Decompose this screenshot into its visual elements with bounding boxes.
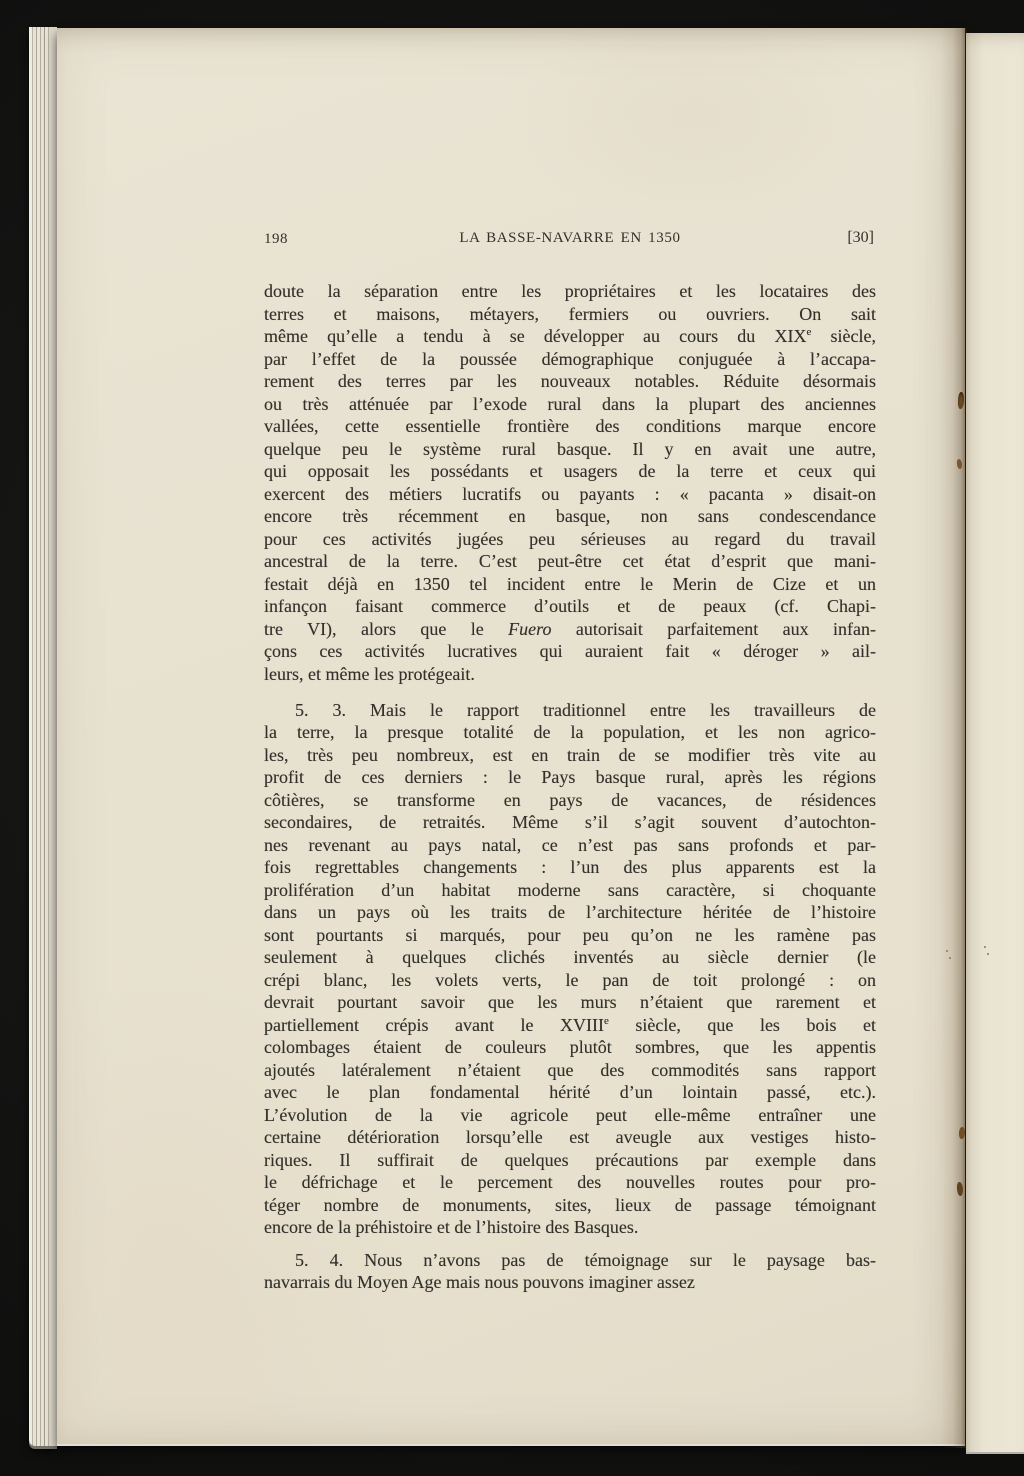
text-line: crépi blanc, les volets verts, le pan de toit prolongé : on xyxy=(264,969,876,990)
text-line: la terre, la presque totalité de la population, et les non agrico- xyxy=(264,722,876,742)
section-marker: [30] xyxy=(847,229,874,246)
text-line: encore de la préhistoire et de l’histoire des Basques. xyxy=(264,1217,639,1237)
text-line: infançon faisant commerce d’outils et de peaux (cf. Chapi- xyxy=(264,596,876,616)
text-line: 5. 4. Nous n’avons pas de témoignage sur le paysage bas- xyxy=(295,1249,876,1270)
text-line: même qu’elle a tendu à se développer au cours du XIXe siècle, xyxy=(264,326,876,346)
text-line: ou très atténuée par l’exode rural dans la plupart des anciennes xyxy=(264,393,876,414)
text-line: rement des terres par les nouveaux notables. Réduite désormais xyxy=(264,371,876,391)
text-line: avec le plan fondamental hérité d’un lointain passé, etc.). xyxy=(264,1082,876,1102)
text-line: leurs, et même les protégeait. xyxy=(264,663,475,684)
paragraph xyxy=(264,1249,876,1294)
running-header xyxy=(264,228,876,250)
text-line: côtières, se transforme en pays de vacances, de résidences xyxy=(264,789,876,810)
paper-spot xyxy=(984,946,986,948)
paper-spot xyxy=(987,953,989,955)
text-line: ancestral de la terre. C’est peut-être cet état d’esprit que mani- xyxy=(264,551,876,571)
text-line: devrait pourtant savoir que les murs n’étaient que rarement et xyxy=(264,992,876,1012)
page-number: 198 xyxy=(264,231,288,247)
text-line: L’évolution de la vie agricole peut elle-même entraîner une xyxy=(264,1104,876,1125)
text-line: colombages étaient de couleurs plutôt sombres, que les appentis xyxy=(264,1037,876,1057)
text-line: qui opposait les possédants et usagers de la terre et ceux qui xyxy=(264,461,876,481)
text-line: nes revenant au pays natal, ce n’est pas sans profonds et par- xyxy=(264,834,876,855)
text-line: sont pourtants si marqués, pour peu qu’on ne les ramène pas xyxy=(264,924,876,945)
book-gutter-fold xyxy=(941,28,967,1448)
text-line: çons ces activités lucratives qui auraient fait « déroger » ail- xyxy=(264,641,876,661)
page-stack-edges xyxy=(29,27,57,1446)
text-line: festait déjà en 1350 tel incident entre le Merin de Cize et un xyxy=(264,573,876,594)
text-line: certaine détérioration lorsqu’elle est aveugle aux vestiges histo- xyxy=(264,1127,876,1147)
text-line: le défrichage et le percement des nouvelles routes pour pro- xyxy=(264,1172,876,1192)
text-line: fois regrettables changements : l’un des plus apparents est la xyxy=(264,857,876,877)
text-line: 5. 3. Mais le rapport traditionnel entre les travailleurs de xyxy=(295,699,876,720)
text-line: profit de ces derniers : le Pays basque rural, après les régions xyxy=(264,767,876,787)
text-line: doute la séparation entre les propriétaires et les locataires des xyxy=(264,281,876,301)
text-line: tre VI), alors que le Fuero autorisait parfaitement aux infan- xyxy=(264,618,876,639)
text-line: secondaires, de retraités. Même s’il s’agit souvent d’autochton- xyxy=(264,812,876,832)
text-line: exercent des métiers lucratifs ou payants : « pacanta » disait-on xyxy=(264,483,876,504)
text-line: navarrais du Moyen Age mais nous pouvons imaginer assez xyxy=(264,1272,695,1292)
text-line: téger nombre de monuments, sites, lieux de passage témoignant xyxy=(264,1194,876,1215)
text-line: pour ces activités jugées peu sérieuses au regard du travail xyxy=(264,528,876,549)
text-line: seulement à quelques clichés inventés au siècle dernier (le xyxy=(264,947,876,967)
text-line: par l’effet de la poussée démographique conjuguée à l’accapa- xyxy=(264,348,876,369)
paragraph xyxy=(264,699,876,1239)
text-line: partiellement crépis avant le XVIIIe siècle, que les bois et xyxy=(264,1014,876,1035)
text-line: encore très récemment en basque, non sans condescendance xyxy=(264,506,876,526)
text-line: prolifération d’un habitat moderne sans caractère, si choquante xyxy=(264,879,876,900)
running-title: LA BASSE-NAVARRE EN 1350 xyxy=(459,230,681,246)
text-line: riques. Il suffirait de quelques précautions par exemple dans xyxy=(264,1149,876,1170)
paragraph xyxy=(264,280,876,685)
facing-page-edge xyxy=(966,33,1024,1452)
paper-spot xyxy=(949,957,951,959)
book-page xyxy=(57,28,965,1444)
text-line: ajoutés latéralement n’étaient que des commodités sans rapport xyxy=(264,1059,876,1080)
page-text xyxy=(264,280,876,1294)
text-line: terres et maisons, métayers, fermiers ou ouvriers. On sait xyxy=(264,303,876,324)
paper-spot xyxy=(946,950,948,952)
text-line: quelque peu le système rural basque. Il y en avait une autre, xyxy=(264,438,876,459)
text-line: dans un pays où les traits de l’architecture héritée de l’histoire xyxy=(264,902,876,922)
text-line: les, très peu nombreux, est en train de se modifier très vite au xyxy=(264,744,876,765)
text-line: vallées, cette essentielle frontière des conditions marque encore xyxy=(264,416,876,436)
